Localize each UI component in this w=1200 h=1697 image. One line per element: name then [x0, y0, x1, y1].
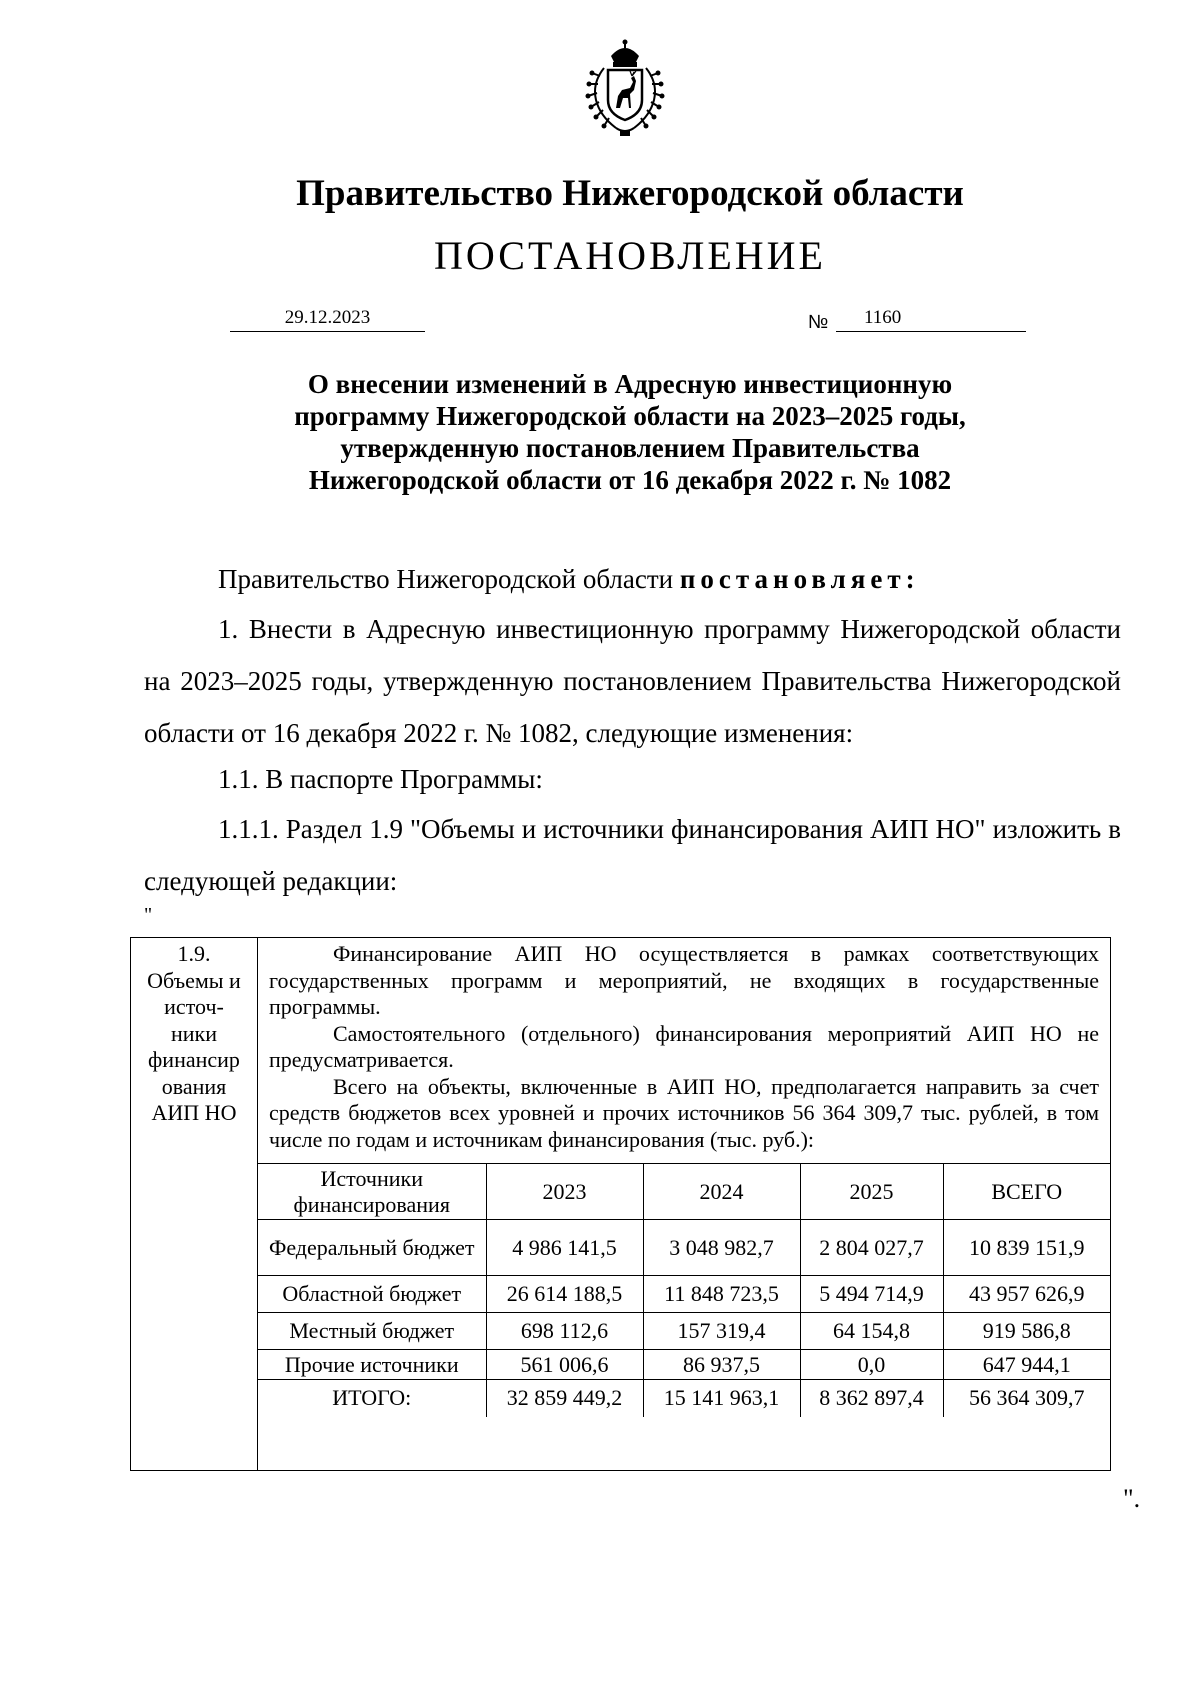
- closing-quote: ".: [1123, 1484, 1141, 1513]
- column-header: 2025: [800, 1164, 943, 1220]
- value-cell: 561 006,6: [486, 1350, 643, 1380]
- document-number-field: [836, 307, 1026, 332]
- subject-line: Нижегородской области от 16 декабря 2022 г. № 1082: [308, 465, 952, 495]
- section-content-cell: [258, 938, 1111, 1471]
- subject-line: О внесении изменений в Адресную инвестиционную: [307, 369, 953, 399]
- value-cell: 26 614 188,5: [486, 1276, 643, 1313]
- source-cell: Областной бюджет: [258, 1276, 486, 1313]
- section-label-cell: [131, 938, 258, 1471]
- source-cell: Федеральный бюджет: [258, 1220, 486, 1276]
- value-cell: 2 804 027,7: [800, 1220, 943, 1276]
- value-cell: 86 937,5: [643, 1350, 800, 1380]
- document-date: 29.12.2023: [230, 307, 425, 332]
- section-paragraph-independent: Самостоятельного (отдельного) финансирования мероприятий АИП НО не предусматривается.: [269, 1020, 1099, 1072]
- section-table: [130, 937, 1111, 1471]
- financing-table: [258, 1163, 1110, 1417]
- section-paragraph-total: Всего на объекты, включенные в АИП НО, предполагается направить за счет средств бюджетов всех уровней и прочих источников 56 364 309,7 тыс. рублей, в том числе по годам и источникам финансирования (тыс. руб.):: [269, 1073, 1099, 1152]
- value-cell: 64 154,8: [800, 1313, 943, 1350]
- opening-quote: ": [144, 904, 153, 926]
- section-paragraph: 1.1.1. Раздел 1.9 "Объемы и источники финансирования АИП НО" изложить в следующей редакции:: [144, 814, 1121, 896]
- value-cell: 3 048 982,7: [643, 1220, 800, 1276]
- body-paragraph-3: [144, 753, 1121, 805]
- section-label-line: ования: [161, 1073, 227, 1099]
- column-header: ВСЕГО: [943, 1164, 1110, 1220]
- passport-paragraph: 1.1. В паспорте Программы:: [218, 764, 543, 794]
- resolution-intro: Правительство Нижегородской области: [218, 564, 680, 594]
- government-title: Правительство Нижегородской области: [296, 173, 964, 214]
- source-cell: Прочие источники: [258, 1350, 486, 1380]
- table-total-row: [258, 1380, 1110, 1417]
- section-paragraph-financing: Финансирование АИП НО осуществляется в рамках соответствующих государственных программ и мероприятий, не входящих в государственные программы.: [269, 941, 1099, 1019]
- document-number: 1160: [864, 307, 902, 328]
- value-cell: 5 494 714,9: [800, 1276, 943, 1313]
- value-cell: 11 848 723,5: [643, 1276, 800, 1313]
- resolution-verb: постановляет:: [679, 564, 920, 594]
- section-label-line: финансир: [148, 1047, 240, 1072]
- value-cell: 919 586,8: [943, 1313, 1110, 1350]
- body-paragraph-4: [144, 803, 1121, 907]
- value-cell: 15 141 963,1: [643, 1380, 800, 1417]
- value-cell: 10 839 151,9: [943, 1220, 1110, 1276]
- table-header-row: [258, 1164, 1110, 1220]
- coat-of-arms-emblem: [570, 38, 680, 142]
- value-cell: 647 944,1: [943, 1350, 1110, 1380]
- table-row: [258, 1313, 1110, 1350]
- value-cell: 43 957 626,9: [943, 1276, 1110, 1313]
- value-cell: 4 986 141,5: [486, 1220, 643, 1276]
- column-header: Источники финансирования: [258, 1164, 486, 1220]
- column-header: 2024: [643, 1164, 800, 1220]
- value-cell: 32 859 449,2: [486, 1380, 643, 1417]
- amendment-paragraph: 1. Внести в Адресную инвестиционную программу Нижегородской области на 2023–2025 годы, утвержденную постановлением Правительства Нижегородской области от 16 декабря 2022 г. № 1082, следующие изменения:: [144, 614, 1121, 748]
- section-label-line: ники: [170, 1020, 217, 1046]
- subject-line: программу Нижегородской области на 2023–2025 годы,: [294, 401, 966, 431]
- table-row: [258, 1276, 1110, 1313]
- body-paragraph-1: [144, 553, 1121, 605]
- document-subject: [0, 368, 1200, 496]
- value-cell: 8 362 897,4: [800, 1380, 943, 1417]
- section-label-line: 1.9.: [177, 941, 211, 966]
- value-cell: 157 319,4: [643, 1313, 800, 1350]
- table-row: [258, 1350, 1110, 1380]
- source-cell: Местный бюджет: [258, 1313, 486, 1350]
- number-sign: №: [808, 312, 829, 333]
- value-cell: 56 364 309,7: [943, 1380, 1110, 1417]
- document-type-heading: ПОСТАНОВЛЕНИЕ: [434, 233, 826, 278]
- value-cell: 698 112,6: [486, 1313, 643, 1350]
- column-header: 2023: [486, 1164, 643, 1220]
- section-label-line: источ-: [164, 994, 224, 1019]
- value-cell: 0,0: [800, 1350, 943, 1380]
- section-label-line: АИП НО: [151, 1100, 237, 1125]
- source-cell: ИТОГО:: [258, 1380, 486, 1417]
- table-row: [258, 1220, 1110, 1276]
- body-paragraph-2: [144, 603, 1121, 759]
- section-label-line: Объемы и: [147, 967, 241, 993]
- subject-line: утвержденную постановлением Правительства: [340, 433, 920, 463]
